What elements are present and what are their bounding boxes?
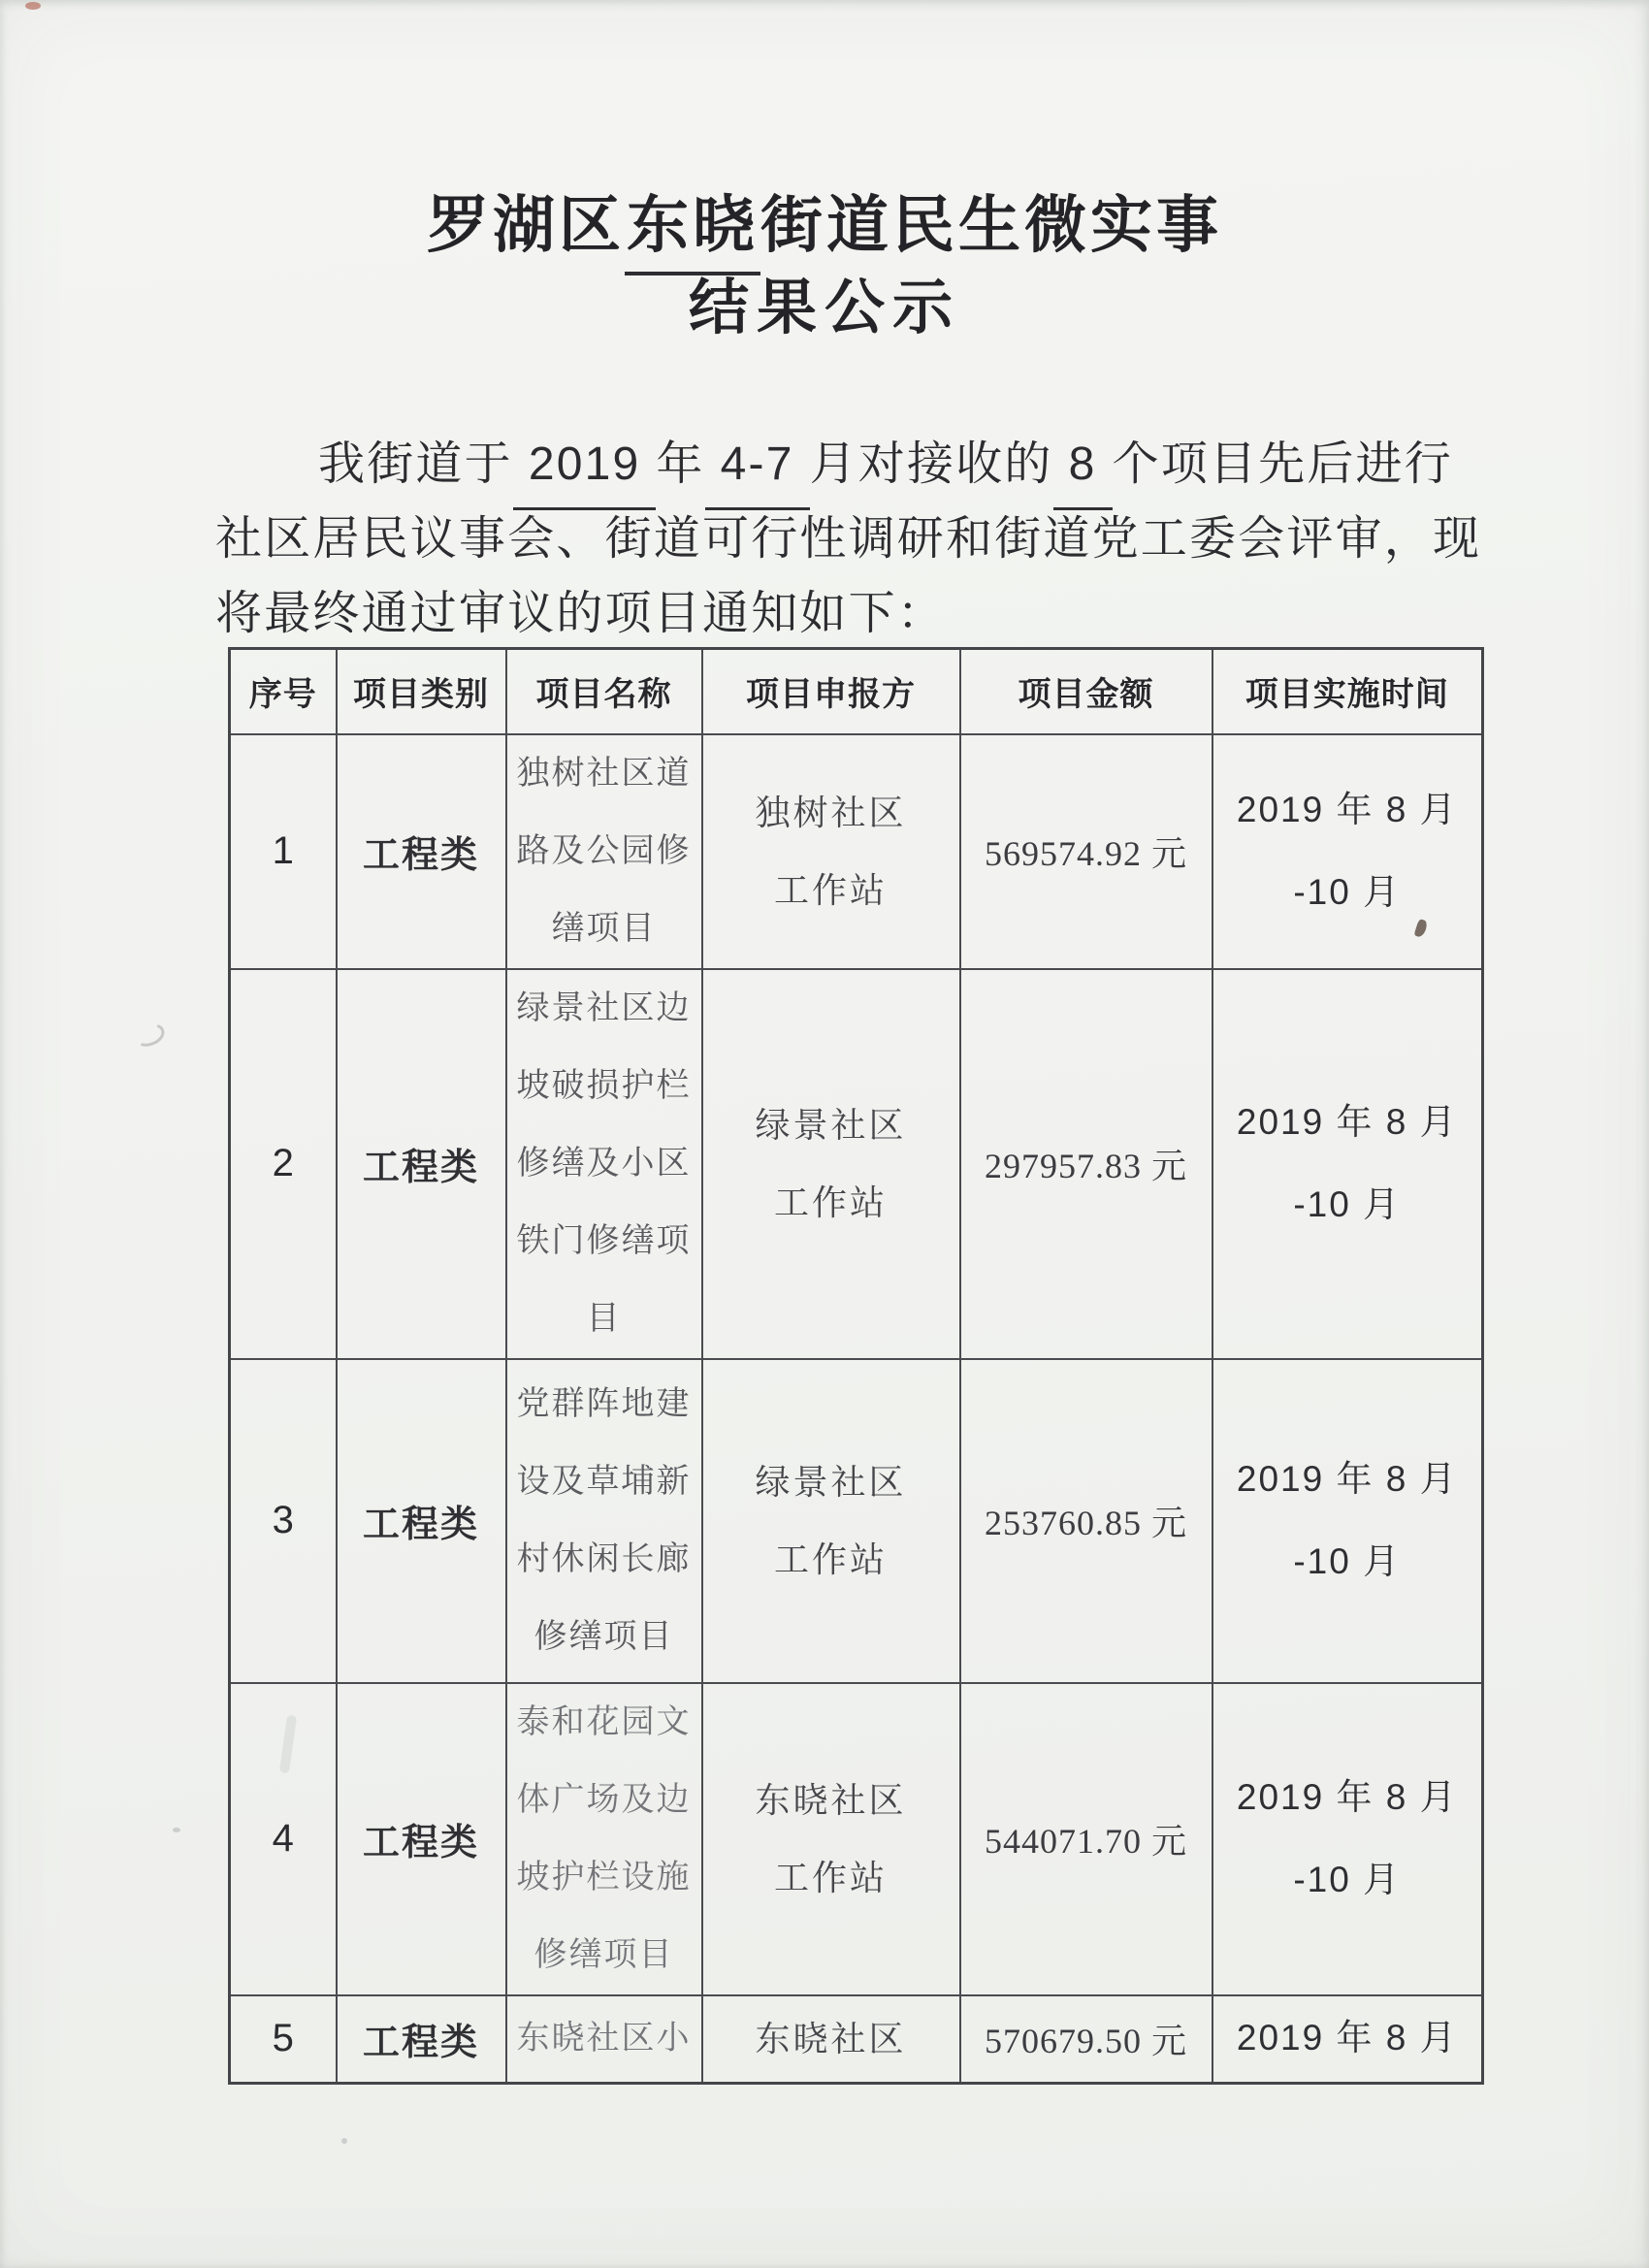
cell-serial: 1 <box>230 734 337 969</box>
cell-applicant: 绿景社区工作站 <box>702 1359 960 1683</box>
cell-applicant: 独树社区工作站 <box>702 734 960 969</box>
cell-category: 工程类 <box>337 969 506 1359</box>
cell-amount: 253760.85 元 <box>960 1359 1212 1683</box>
intro-paragraph <box>215 427 1505 651</box>
cell-project-name: 东晓社区小 <box>506 1995 702 2084</box>
document-title <box>0 190 1649 341</box>
title-line-1 <box>0 190 1649 262</box>
table-row-4 <box>230 1683 1483 1995</box>
table-row-3 <box>230 1359 1483 1683</box>
cell-period <box>1212 1683 1483 1995</box>
header-period: 项目实施时间 <box>1212 649 1483 734</box>
intro-line-2: 社区居民议事会、街道可行性调研和街道党工委会评审，现 <box>215 513 1482 565</box>
period-line-1: 2019 年 8 月 <box>1236 789 1458 829</box>
scan-speck <box>173 1828 180 1832</box>
cell-period <box>1212 1359 1483 1683</box>
period-line-1: 2019 年 8 月 <box>1236 1458 1458 1499</box>
scan-speck <box>131 1020 168 1051</box>
intro-text: 月对接收的 <box>809 438 1053 490</box>
period-line-1: 2019 年 8 月 <box>1236 1101 1458 1142</box>
cell-category: 工程类 <box>337 1683 506 1995</box>
cell-project-name: 独树社区道路及公园修缮项目 <box>506 734 702 969</box>
table-row-5 <box>230 1995 1483 2084</box>
title-line-2: 结果公示 <box>688 275 960 341</box>
cell-period <box>1212 969 1483 1359</box>
title-text-post: 街道民生微实事 <box>760 191 1222 260</box>
period-line-1: 2019 年 8 月 <box>1236 2018 1458 2058</box>
title-text-pre: 罗湖区 <box>427 191 625 260</box>
header-name: 项目名称 <box>506 649 702 734</box>
period-line-2: -10 月 <box>1293 1540 1402 1581</box>
period-line-1: 2019 年 8 月 <box>1236 1776 1458 1817</box>
header-applicant: 项目申报方 <box>702 649 960 734</box>
title-underlined-text: 东晓 <box>625 190 760 275</box>
cell-project-name: 泰和花园文体广场及边坡护栏设施修缮项目 <box>506 1683 702 1995</box>
cell-amount: 297957.83 元 <box>960 969 1212 1359</box>
cell-amount: 569574.92 元 <box>960 734 1212 969</box>
cell-applicant: 东晓社区 <box>702 1995 960 2084</box>
period-line-2: -10 月 <box>1293 1859 1402 1899</box>
cell-serial: 4 <box>230 1683 337 1995</box>
intro-line-3: 将最终通过审议的项目通知如下： <box>215 588 947 639</box>
scan-speck <box>25 2 41 10</box>
cell-applicant: 东晓社区工作站 <box>702 1683 960 1995</box>
period-line-2: -10 月 <box>1293 871 1402 912</box>
table-row-1 <box>230 734 1483 969</box>
intro-line-1 <box>215 427 1505 502</box>
header-serial: 序号 <box>230 649 337 734</box>
intro-underlined-count: 8 <box>1053 427 1113 510</box>
cell-period <box>1212 1995 1483 2084</box>
cell-project-name: 党群阵地建设及草埔新村休闲长廊修缮项目 <box>506 1359 702 1683</box>
cell-amount: 544071.70 元 <box>960 1683 1212 1995</box>
table-row-2 <box>230 969 1483 1359</box>
header-amount: 项目金额 <box>960 649 1212 734</box>
intro-text: 年 <box>656 438 705 490</box>
cell-serial: 5 <box>230 1995 337 2084</box>
intro-text: 个项目先后进行 <box>1112 438 1453 490</box>
header-category: 项目类别 <box>337 649 506 734</box>
scan-speck <box>341 2138 347 2144</box>
table-header-row <box>230 649 1483 734</box>
cell-serial: 3 <box>230 1359 337 1683</box>
cell-amount: 570679.50 元 <box>960 1995 1212 2084</box>
projects-table <box>228 647 1484 2085</box>
intro-underlined-months: 4-7 <box>705 427 810 510</box>
cell-project-name: 绿景社区边坡破损护栏修缮及小区铁门修缮项目 <box>506 969 702 1359</box>
cell-period <box>1212 734 1483 969</box>
period-line-2: -10 月 <box>1293 1183 1402 1224</box>
intro-underlined-year: 2019 <box>513 427 657 510</box>
cell-applicant: 绿景社区工作站 <box>702 969 960 1359</box>
cell-category: 工程类 <box>337 1995 506 2084</box>
cell-category: 工程类 <box>337 734 506 969</box>
intro-text: 我街道于 <box>318 438 513 490</box>
cell-category: 工程类 <box>337 1359 506 1683</box>
cell-serial: 2 <box>230 969 337 1359</box>
